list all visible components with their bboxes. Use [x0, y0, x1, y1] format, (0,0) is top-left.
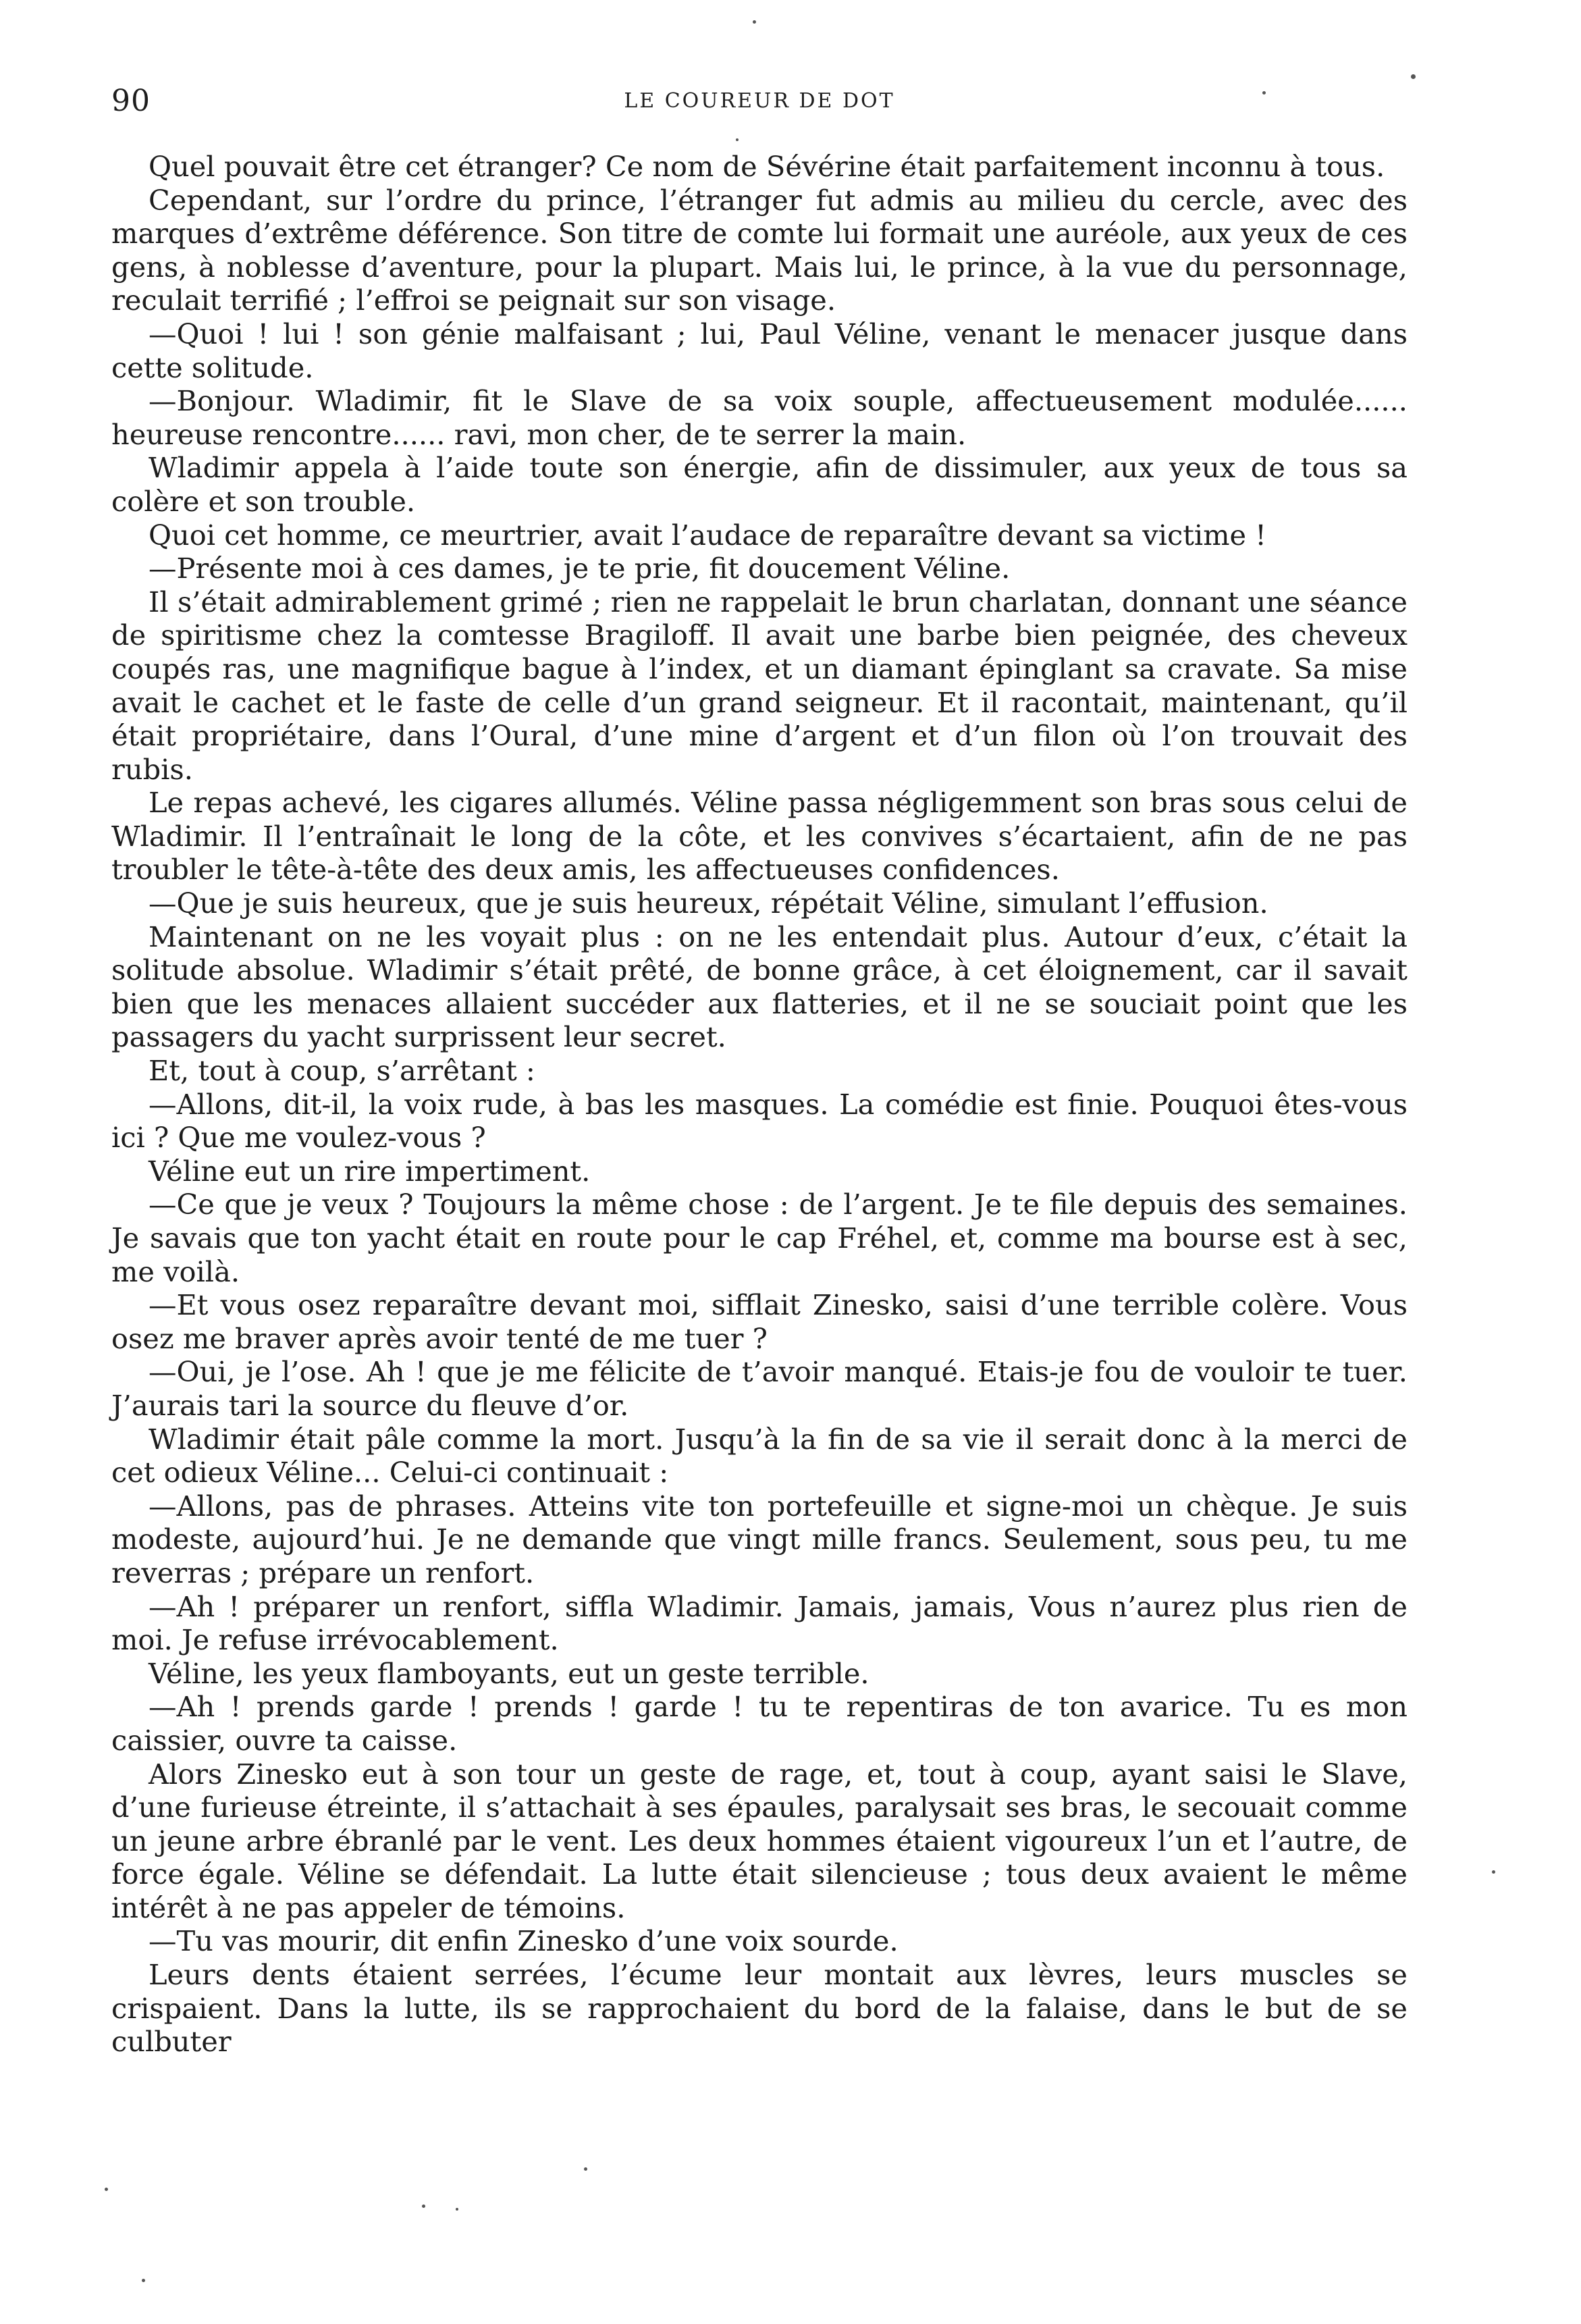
paragraph: Cependant, sur l’ordre du prince, l’étranger fut admis au milieu du cercle, avec des marques d’extrême déférence. Son titre de comte lui formait une auréole, aux yeux de ces gens, à noblesse d’aventure, pour la plupart. Mais lui, le prince, à la vue du personnage, reculait terrifié ; l’effroi se peignait sur son visage. [111, 183, 1408, 317]
scan-speck [422, 2204, 425, 2208]
paragraph: Maintenant on ne les voyait plus : on ne les entendait plus. Autour d’eux, c’était la solitude absolue. Wladimir s’était prêté, de bonne grâce, à cet éloignement, car il savait bien que les menaces allaient succéder aux flatteries, et il ne se souciait point que les passagers du yacht surprissent leur secret. [111, 920, 1408, 1054]
paragraph: —Et vous osez reparaître devant moi, sifflait Zinesko, saisi d’une terrible colère. Vous osez me braver après avoir tenté de me tuer ? [111, 1288, 1408, 1355]
paragraph: —Ah ! préparer un renfort, siffla Wladimir. Jamais, jamais, Vous n’aurez plus rien de moi. Je refuse irrévocablement. [111, 1589, 1408, 1657]
scan-speck [584, 2167, 587, 2171]
paragraph: Il s’était admirablement grimé ; rien ne rappelait le brun charlatan, donnant une séance de spiritisme chez la comtesse Bragiloff. Il avait une barbe bien peignée, des cheveux coupés ras, une magnifique bague à l’index, et un diamant épinglant sa cravate. Sa mise avait le cachet et le faste de celle d’un grand seigneur. Et il racontait, maintenant, qu’il était propriétaire, dans l’Oural, d’une mine d’argent et d’un filon où l’on trouvait des rubis. [111, 585, 1408, 786]
page-header [111, 81, 1408, 122]
paragraph: Wladimir était pâle comme la mort. Jusqu’à la fin de sa vie il serait donc à la merci de cet odieux Véline... Celui-ci continuait : [111, 1422, 1408, 1489]
paragraph: —Bonjour. Wladimir, fit le Slave de sa voix souple, affectueusement modulée...... heureuse rencontre...... ravi, mon cher, de te serrer la main. [111, 384, 1408, 451]
scan-speck [753, 20, 756, 24]
paragraph: —Que je suis heureux, que je suis heureux, répétait Véline, simulant l’effusion. [149, 887, 1268, 920]
paragraph: —Quoi ! lui ! son génie malfaisant ; lui, Paul Véline, venant le menacer jusque dans cette solitude. [111, 317, 1408, 384]
paragraph: —Oui, je l’ose. Ah ! que je me félicite de t’avoir manqué. Etais-je fou de vouloir te tuer. J’aurais tari la source du fleuve d’or. [111, 1355, 1408, 1422]
scan-speck [1262, 91, 1266, 95]
scan-speck [1411, 74, 1416, 79]
paragraph: —Tu vas mourir, dit enfin Zinesko d’une voix sourde. [149, 1924, 899, 1958]
paragraph: Leurs dents étaient serrées, l’écume leur montait aux lèvres, leurs muscles se crispaient. Dans la lutte, ils se rapprochaient du bord de la falaise, dans le but de se culbuter [111, 1958, 1408, 2059]
paragraph: —Présente moi à ces dames, je te prie, fit doucement Véline. [149, 552, 1011, 585]
paragraph: Véline eut un rire impertiment. [149, 1154, 591, 1188]
body-text [111, 150, 1408, 2059]
paragraph: Le repas achevé, les cigares allumés. Véline passa négligemment son bras sous celui de Wladimir. Il l’entraînait le long de la côte, et les convives s’écartaient, afin de ne pas troubler le tête-à-tête des deux amis, les affectueuses confidences. [111, 786, 1408, 887]
paragraph: —Allons, dit-il, la voix rude, à bas les masques. La comédie est finie. Pouquoi êtes-vous ici ? Que me voulez-vous ? [111, 1087, 1408, 1155]
paragraph: —Allons, pas de phrases. Atteins vite ton portefeuille et signe-moi un chèque. Je suis modeste, aujourd’hui. Je ne demande que vingt mille francs. Seulement, sous peu, tu me reverras ; prépare un renfort. [111, 1489, 1408, 1589]
scan-speck [105, 2188, 108, 2191]
running-title: LE COUREUR DE DOT [624, 89, 895, 113]
paragraph: —Ah ! prends garde ! prends ! garde ! tu te repentiras de ton avarice. Tu es mon caissier, ouvre ta caisse. [111, 1690, 1408, 1757]
paragraph: Quoi cet homme, ce meurtrier, avait l’audace de reparaître devant sa victime ! [149, 518, 1266, 552]
paragraph: Wladimir appela à l’aide toute son énergie, afin de dissimuler, aux yeux de tous sa colère et son trouble. [111, 451, 1408, 518]
scan-speck [1492, 1870, 1495, 1874]
paragraph: Alors Zinesko eut à son tour un geste de rage, et, tout à coup, ayant saisi le Slave, d’une furieuse étreinte, il s’attachait à ses épaules, paralysait ses bras, le secouait comme un jeune arbre ébranlé par le vent. Les deux hommes étaient vigoureux l’un et l’autre, de force égale. Véline se défendait. La lutte était silencieuse ; tous deux avaient le même intérêt à ne pas appeler de témoins. [111, 1757, 1408, 1924]
page-number: 90 [111, 84, 151, 118]
paragraph: —Ce que je veux ? Toujours la même chose : de l’argent. Je te file depuis des semaines. Je savais que ton yacht était en route pour le cap Fréhel, et, comme ma bourse est à sec, me voilà. [111, 1188, 1408, 1288]
paragraph: Et, tout à coup, s’arrêtant : [149, 1054, 535, 1088]
scan-speck [142, 2279, 145, 2282]
scan-speck [456, 2208, 458, 2211]
paragraph: Véline, les yeux flamboyants, eut un geste terrible. [149, 1656, 869, 1690]
paragraph: Quel pouvait être cet étranger? Ce nom de Sévérine était parfaitement inconnu à tous. [149, 150, 1385, 183]
scan-speck [736, 138, 739, 141]
